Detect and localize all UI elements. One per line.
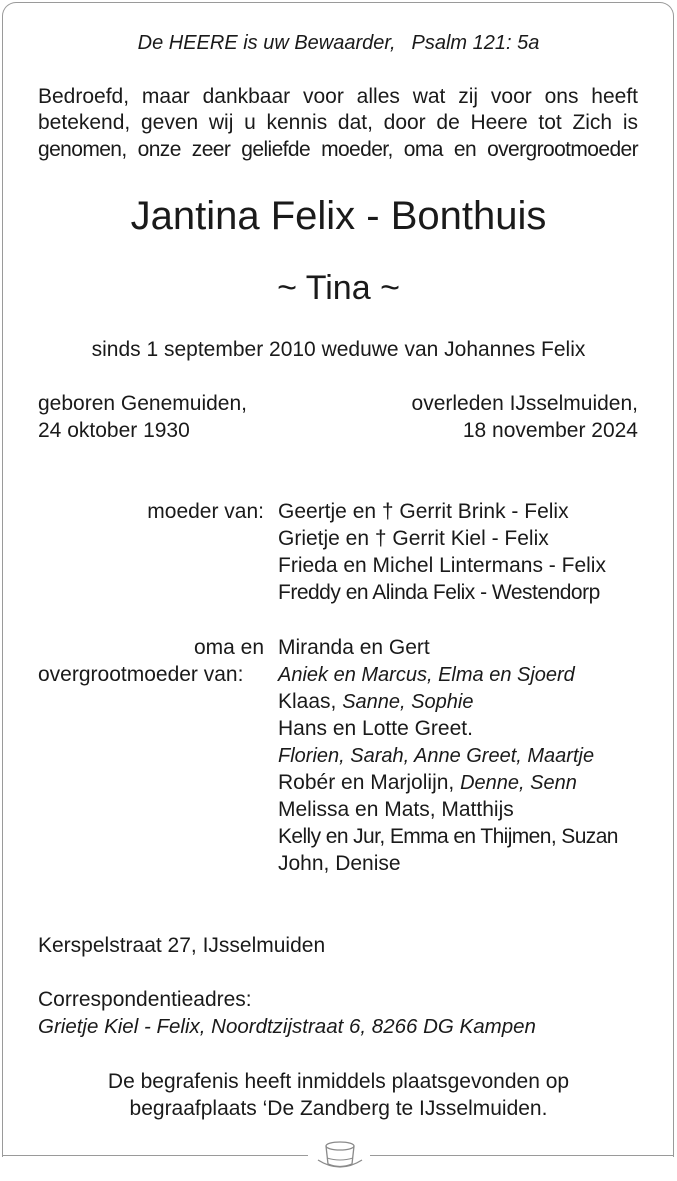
psalm-reference: Psalm 121: 5a bbox=[411, 32, 540, 54]
grandchild-line: Kelly en Jur, Emma en Thijmen, Suzan bbox=[278, 825, 618, 848]
child-item: Freddy en Alinda Felix - Westendorp bbox=[278, 581, 600, 604]
correspondence-address: Grietje Kiel - Felix, Noordtzijstraat 6, 8266 DG Kampen bbox=[38, 1015, 536, 1038]
grandchild-name: Denne, Senn bbox=[460, 772, 577, 794]
child-item: Frieda en Michel Lintermans - Felix bbox=[278, 554, 606, 577]
deceased-nickname: ~ Tina ~ bbox=[277, 269, 400, 307]
grandchild-line: Hans en Lotte Greet. bbox=[278, 717, 473, 740]
grandchild-line: Aniek en Marcus, Elma en Sjoerd bbox=[278, 664, 575, 686]
deceased-name: Jantina Felix - Bonthuis bbox=[130, 194, 547, 238]
psalm-line bbox=[0, 30, 677, 56]
grand-label-1: oma en bbox=[193, 636, 264, 659]
funeral-line-2: begraafplaats ‘De Zandberg te IJsselmuiden. bbox=[129, 1097, 548, 1120]
mother-label: moeder van: bbox=[147, 500, 264, 523]
bottom-border-right bbox=[370, 1155, 674, 1156]
died-place: overleden IJsselmuiden, bbox=[411, 392, 638, 415]
widow-line: sinds 1 september 2010 weduwe van Johannes Felix bbox=[91, 338, 586, 361]
grandchild-name: Robér en Marjolijn, bbox=[278, 771, 455, 794]
funeral-line-1: De begrafenis heeft inmiddels plaatsgevonden op bbox=[107, 1070, 570, 1093]
grandchild-line: Florien, Sarah, Anne Greet, Maartje bbox=[278, 745, 595, 767]
died-date: 18 november 2024 bbox=[462, 419, 638, 442]
grand-label-2: overgrootmoeder van: bbox=[38, 663, 244, 686]
born-date: 24 oktober 1930 bbox=[38, 419, 190, 442]
grandchild-name: Sanne, Sophie bbox=[342, 691, 474, 713]
born-place: geboren Genemuiden, bbox=[38, 392, 247, 415]
grandchild-name: Klaas, bbox=[278, 690, 337, 713]
grandchild-line: John, Denise bbox=[278, 852, 401, 875]
intro-line-2: betekend, geven wij u kennis dat, door de Heere tot Zich is bbox=[38, 111, 638, 134]
intro-line-1: Bedroefd, maar dankbaar voor alles wat zij voor ons heeft bbox=[38, 85, 638, 108]
correspondence-label: Correspondentieadres: bbox=[38, 988, 252, 1011]
grandchild-line: Miranda en Gert bbox=[278, 636, 430, 659]
grandchild-line: Melissa en Mats, Matthijs bbox=[278, 798, 514, 821]
grandchild-line bbox=[278, 689, 473, 715]
child-item: Geertje en † Gerrit Brink - Felix bbox=[278, 500, 569, 523]
bottom-border-left bbox=[2, 1155, 308, 1156]
intro-line-3: genomen, onze zeer geliefde moeder, oma en overgrootmoeder bbox=[38, 138, 638, 161]
grandchild-line bbox=[278, 770, 577, 796]
top-hat-icon bbox=[312, 1138, 368, 1178]
psalm-text: De HEERE is uw Bewaarder, bbox=[137, 32, 396, 54]
child-item: Grietje en † Gerrit Kiel - Felix bbox=[278, 527, 549, 550]
home-address: Kerspelstraat 27, IJsselmuiden bbox=[38, 934, 326, 957]
